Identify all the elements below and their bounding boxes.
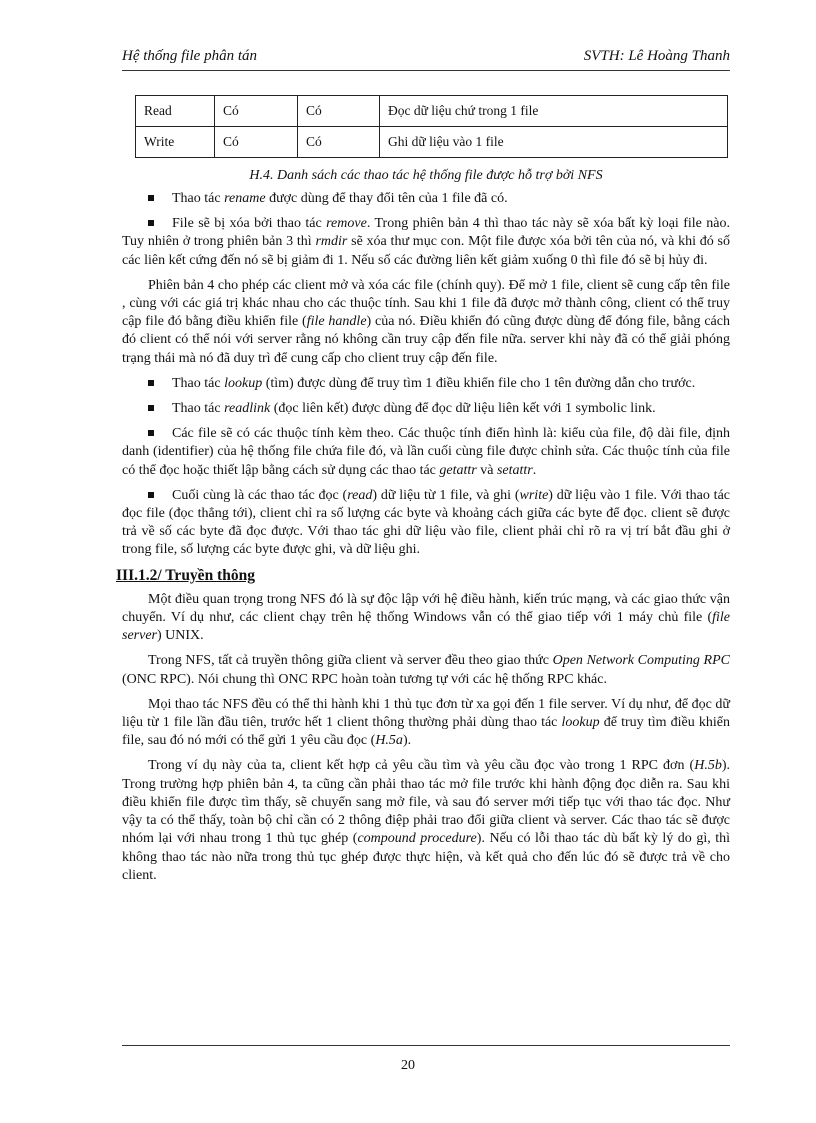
header-author: SVTH: Lê Hoàng Thanh <box>583 48 730 64</box>
bullet-square-icon <box>148 380 154 386</box>
text-run: Thao tác <box>172 401 225 417</box>
table-row <box>136 96 728 127</box>
section-heading-text: III.1.2/ Truyền thông <box>116 566 255 584</box>
text-run: File sẽ bị xóa bởi thao tác <box>172 216 327 232</box>
text-run: (đọc liên kết) được dùng để đọc dữ liệu liên kết với 1 symbolic link. <box>270 401 656 417</box>
text-run: ) của nó. Điều khiển đó cũng được dùng để đóng file, bằng cách đó client có thể nói với server rằng nó không cần truy cập đến file nữa. server khi này đã có thể giải phóng trạng thái mà nó đã duy trì để cung cấp cho client truy cập đến file. <box>122 314 730 366</box>
text-run-italic: rename <box>224 191 266 206</box>
text-run: . Trong phiên bản 4 thì thao tác này sẽ xóa bất kỳ loại file nào. Tuy nhiên ở trong phiên bản 3 thì <box>122 216 730 250</box>
bullet-square-icon <box>148 492 154 498</box>
table-cell: Đọc dữ liệu chứ trong 1 file <box>380 96 728 127</box>
text-run-italic: readlink <box>224 401 271 417</box>
table-row <box>136 127 728 158</box>
text-run-italic: H.5a <box>375 733 403 749</box>
text-run-italic: setattr <box>496 462 533 478</box>
text-run-italic: getattr <box>439 462 477 478</box>
text-run: Mọi thao tác NFS đều có thể thi hành khi 1 thủ tục đơn từ xa gọi đến 1 file server. Ví dụ như, để đọc dữ liệu từ 1 file lần đầu tiên, trước hết 1 client thông thường phải dùng thao tác <box>122 696 730 731</box>
table-cell: Có <box>215 96 298 127</box>
page-header <box>122 48 730 70</box>
figure-caption: H.4. Danh sách các thao tác hệ thống file được hỗ trợ bởi NFS <box>249 168 603 183</box>
bullet-lookup <box>122 375 730 393</box>
text-run: Trong NFS, tất cả truyền thông giữa client và server đều theo giao thức <box>148 653 553 669</box>
section-heading <box>116 567 730 585</box>
paragraph <box>122 591 730 646</box>
text-run: Một điều quan trọng trong NFS đó là sự độc lập với hệ điều hành, kiến trúc mạng, và các giao thức vận chuyển. Ví dụ như, các client chạy trên hệ thống Windows vẫn có thể giao tiếp với 1 máy chủ file ( <box>122 591 730 626</box>
text-run-italic: read <box>347 487 373 503</box>
bullet-square-icon <box>148 195 154 201</box>
paragraph <box>122 696 730 751</box>
bullet-read-write <box>122 487 730 560</box>
page-number: 20 <box>401 1058 415 1073</box>
table-cell: Ghi dữ liệu vào 1 file <box>380 127 728 158</box>
text-run: sẽ xóa thư mục con. Một file được xóa bởi tên của nó, và khi đó số các liên kết cứng đến nó sẽ bị giảm đi 1. Nếu số các đường liên kết giảm xuống 0 thì file đó sẽ bị hủy đi. <box>122 234 730 268</box>
header-title: Hệ thống file phân tán <box>122 48 257 64</box>
bullet-remove <box>122 215 730 270</box>
text-run-italic: H.5b <box>694 758 722 774</box>
text-run: ) UNIX. <box>157 628 204 644</box>
bullet-rename <box>122 190 730 208</box>
text-run: ) dữ liệu vào 1 file. Với thao tác đọc file (đọc thẳng tới), client chỉ ra số lượng các byte và khoảng cách giữa các byte để đọc. client sẽ được trả về số các byte đã đọc được. Với thao tác ghi dữ liệu vào file, client phải chỉ rõ ra vị trí bắt đầu ghi ở trong file, số lượng các byte được ghi, và dữ liệu ghi. <box>122 487 730 558</box>
bullet-square-icon <box>148 430 154 436</box>
text-run: để truy tìm điều khiển file, sau đó nó mới có thể gửi 1 yêu cầu đọc ( <box>122 715 730 749</box>
text-run: (tìm) được dùng để truy tìm 1 điều khiển file cho 1 tên đường dẫn cho trước. <box>262 375 696 391</box>
text-run-italic: lookup <box>224 375 263 391</box>
text-run: Cuối cùng là các thao tác đọc ( <box>172 487 348 503</box>
text-run-italic: lookup <box>561 715 600 731</box>
text-run: (ONC RPC). Nói chung thì ONC RPC hoàn toàn tương tự với các hệ thống RPC khác. <box>122 671 607 687</box>
bullet-square-icon <box>148 220 154 226</box>
text-run: và <box>476 462 497 478</box>
text-run: ) dữ liệu từ 1 file, và ghi ( <box>372 487 520 503</box>
text-run-italic: file handle <box>306 314 367 330</box>
table-cell: Có <box>298 127 380 158</box>
table-cell: Có <box>298 96 380 127</box>
paragraph <box>122 277 730 368</box>
text-run: ). <box>402 733 412 749</box>
text-run: Trong ví dụ này của ta, client kết hợp cả yêu cầu tìm và yêu cầu đọc vào trong 1 RPC đơn ( <box>148 758 695 774</box>
text-run-italic: file server <box>122 610 730 644</box>
text-run: Phiên bản 4 cho phép các client mở và xóa các file (chính quy). Để mở 1 file, client sẽ cung cấp tên file , cùng với các giá trị khác nhau cho các thuộc tính. Sau khi 1 file đã được mở thành công, client có thể truy cập file đó bằng điều khiển file ( <box>122 277 730 330</box>
paragraph <box>122 757 730 884</box>
text-run: ). Trong trường hợp phiên bản 4, ta cũng cần phải thao tác mở file trước khi hành động đọc diễn ra. Sau khi điều khiển file được tìm thấy, sẽ chuyển sang mở file, và sau đó server mới tiếp tục với thao tác đọc. Như vậy ta có thể thấy, toàn bộ chỉ cần có 2 thông điệp phải trao đổi giữa client và server. Các thao tác sẽ được nhóm lại với nhau trong 1 thủ tục ghép ( <box>122 758 730 847</box>
paragraph <box>122 652 730 688</box>
bullet-attributes <box>122 425 730 480</box>
text-run: ). Nếu có lỗi thao tác dù bất kỳ lý do gì, thì không thao tác nào nữa trong thủ tục ghép được thực hiện, và kết quả cho đến lúc đó sẽ được trả về cho client. <box>122 831 731 883</box>
text-run-italic: rmdir <box>315 234 348 250</box>
footer-rule <box>122 1045 730 1046</box>
text-run-italic: write <box>519 487 549 503</box>
table-cell: Read <box>136 96 215 127</box>
text-run: . <box>532 462 537 478</box>
bullet-readlink <box>122 400 730 418</box>
table-cell: Write <box>136 127 215 158</box>
header-rule <box>122 70 730 71</box>
table-cell: Có <box>215 127 298 158</box>
text-run: Thao tác <box>172 375 225 391</box>
operations-table <box>135 95 728 158</box>
body-text <box>116 190 731 892</box>
text-run-italic: Open Network Computing RPC <box>552 653 731 669</box>
text-run-italic: compound procedure <box>357 831 477 847</box>
text-run: được dùng để thay đổi tên của 1 file đã có. <box>265 191 508 206</box>
text-run-italic: remove <box>326 216 367 232</box>
text-run: Các file sẽ có các thuộc tính kèm theo. Các thuộc tính điển hình là: kiểu của file, độ dài file, định danh (identifier) của hệ thống file chứa file đó, và lần cuối cùng file được chỉnh sửa. Các thuộc tính của file có thể đọc hoặc thiết lập bằng cách sử dụng các thao tác <box>122 426 730 478</box>
bullet-square-icon <box>148 405 154 411</box>
text-run: Thao tác <box>172 191 225 206</box>
